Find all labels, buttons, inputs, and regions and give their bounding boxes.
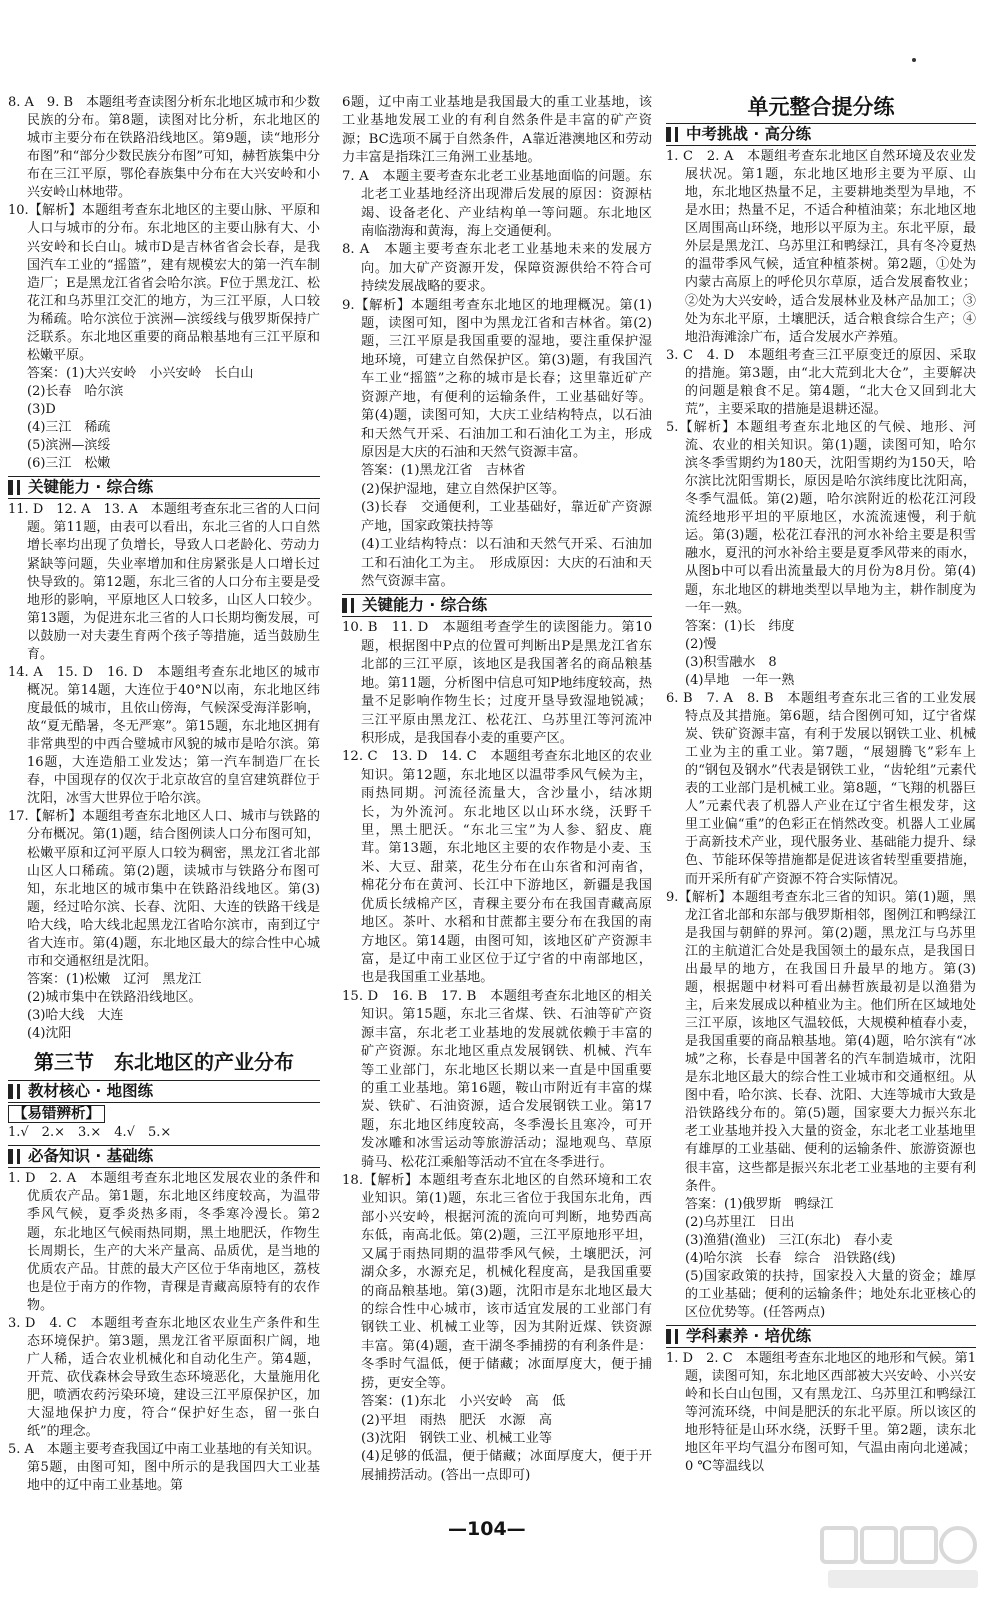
answer-line: (4)工业结构特点：以石油和天然气开采、石油加工和石油化工为主。 形成原因：大庆的石油和天然气资源丰富。: [361, 537, 652, 589]
section-bar-icon: [17, 480, 20, 495]
answer-line: (3)积雪融水 8: [685, 654, 777, 670]
section-bar-icon: [342, 598, 347, 613]
column-middle: [342, 94, 652, 1485]
error-analysis-answers: 1.√ 2.× 3.× 4.√ 5.×: [8, 1125, 172, 1141]
page-number: —104—: [448, 1518, 526, 1540]
section-header: [666, 123, 976, 146]
section-header: [666, 1325, 976, 1348]
section-bar-icon: [17, 1149, 20, 1164]
paragraph: 8. A 本题主要考查东北老工业基地未来的发展方向。加大矿产资源开发，保障资源供给不符合可持续发展战略的要求。: [342, 242, 652, 295]
paragraph: 3. C 4. D 本题组考查三江平原变迁的原因、采取的措施。第3题，由“北大荒到北大仓”，主要解决的问题是粮食不足。第4题，“北大仓又回到北大荒”，主要采取的措施是退耕还湿。: [666, 347, 976, 417]
paragraph: 3. D 4. C 本题组考查东北地区农业生产条件和生态环境保护。第3题，黑龙江省平原面积广阔，地广人稀，适合农业机械化和自动化生产。第4题，开荒、砍伐森林会导致生态环境恶化，大量施用化肥，喷洒农药污染环境，建设三江平原保护区，加大湿地保护力度，符合“保护好生态，留一张白纸”的理念。: [8, 1315, 320, 1440]
section-bar-icon: [8, 1149, 13, 1164]
chapter-title: 第三节 东北地区的产业分布: [34, 1050, 294, 1075]
answer-line: (6)三江 松嫩: [27, 456, 111, 472]
answer-line: 答案：(1)东北 小兴安岭 高 低: [361, 1394, 566, 1410]
paragraph: 11. D 12. A 13. A 本题组考查东北三省的人口问题。第11题，由表可以看出，东北三省的人口自然增长率均出现了负增长，导致人口老龄化、劳动力紧缺等问题，失业率增加和住房紧张是人口增长过快导致的。第12题，东北三省的人口分布主要是受地形的影响，平原地区人口较多，山区人口较少。第13题，为促进东北三省的人口长期均衡发展，可以鼓励一对夫妻生育两个孩子等措施，适当鼓励生育。: [8, 502, 320, 662]
paragraph: 1. C 2. A 本题组考查东北地区自然环境及农业发展状况。第1题，东北地区地形主要为平原、山地，东北地区热量不足，主要耕地类型为旱地，不是水田；热量不足，不适合种植油菜；东北地区地区周围高山环绕，地形以平原为主。东北平原，最外层是黑龙江、乌苏里江和鸭绿江，具有冬冷夏热的温带季风气候，适宜种植茶树。第2题，①处为内蒙古高原上的呼伦贝尔草原，适合发展畜牧业；②处为大兴安岭，适合发展林业及林产品加工；③处为东北平原，土壤肥沃，适合粮食综合生产；④地沿海滩涂广布，适合发展水产养殖。: [666, 149, 976, 345]
watermark-logo-icon: [818, 1522, 988, 1594]
answer-line: (4)三江 稀疏: [27, 420, 111, 436]
answer-line: (2)城市集中在铁路沿线地区。: [27, 990, 202, 1005]
answer-line: (4)旱地 一年一熟: [685, 672, 795, 688]
answer-line: (5)国家政策的扶持，国家投入大量的资金；雄厚的工业基础；便利的运输条件；地处东北亚核心的区位优势等。(任答两点): [685, 1268, 976, 1320]
answer-line: (4)哈尔滨 长春 综合 沿铁路(线): [685, 1250, 896, 1266]
section-title: 关键能力 · 综合练: [28, 478, 154, 497]
paragraph: 15. D 16. B 17. B 本题组考查东北地区的相关知识。第15题，东北三省煤、铁、石油等矿产资源丰富，东北老工业基地的发展就依赖于丰富的矿产资源。东北地区重点发展钢铁、机械、汽车等工业部门，东北地区长期以来一直是中国重要的重工业基地。第16题，鞍山市附近有丰富的煤炭、铁矿、石油资源，适合发展钢铁工业。第17题，东北地区纬度较高，冬季漫长且寒冷，可开发冰雕和冰雪运动等旅游活动；湿地观鸟、草原骑马、松花江乘船等活动不宜在冬季进行。: [342, 988, 652, 1170]
answer-line: 答案：(1)长 纬度: [685, 618, 795, 634]
speck-mark: [912, 58, 916, 62]
section-title: 中考挑战 · 高分练: [686, 125, 812, 143]
answer-line: 答案：(1)松嫩 辽河 黑龙江: [27, 971, 202, 987]
answer-line: (2)平坦 雨热 肥沃 水源 高: [361, 1412, 553, 1428]
answer-line: (3)渔猎(渔业) 三江(东北) 春小麦: [685, 1232, 893, 1248]
answer-line: (4)沈阳: [27, 1026, 72, 1042]
column-right: [666, 94, 976, 1477]
paragraph: 18.【解析】本题组考查东北地区的自然环境和工农业知识。第(1)题，东北三省位于我国东北角，西部小兴安岭，根据河流的流向可判断，地势西高东低，南高北低。第(2)题，三江平原地形平坦，又属于雨热同期的温带季风气候，土壤肥沃，河湖众多，水源充足，机械化程度高，是我国重要的商品粮基地。第(3)题，沈阳市是东北地区最大的综合性中心城市，该市适宜发展的工业部门有钢铁工业、机械工业等，因为其附近煤、铁资源丰富。第(4)题，查干湖冬季捕捞的有利条件是：冬季时气温低，便于储藏；冰面厚度大，便于捕捞，更安全等。: [342, 1173, 652, 1391]
paragraph: 5.【解析】本题组考查东北地区的气候、地形、河流、农业的相关知识。第(1)题，读图可知，哈尔滨冬季雪期约为180天，沈阳雪期约为150天，哈尔滨比沈阳雪期长，原因是哈尔滨纬度比沈阳高，冬季气温低。第(2)题，哈尔滨附近的松花江河段流经地形平坦的平原地区，水流流速慢，利于航运。第(3)题，松花江春汛的河水补给主要是积雪融水，夏汛的河水补给主要是夏季风带来的雨水，从图b中可以看出流量最大的月份为8月份。第(4)题，东北地区的耕地类型以旱地为主，耕作制度为一年一熟。: [666, 419, 976, 616]
section-bar-icon: [666, 127, 671, 142]
error-analysis-row: [8, 1105, 320, 1142]
section-title: 学科素养 · 培优练: [686, 1327, 812, 1346]
answer-line: (2)慢: [685, 636, 717, 652]
section-title: 必备知识 · 基础练: [28, 1147, 154, 1166]
paragraph: 10. B 11. D 本题组考查学生的读图能力。第10题，根据图中P点的位置可判断出P是黑龙江省东北部的三江平原，该地区是我国著名的商品粮基地。第11题，分析图中信息可知P地纬度较高，热量不足影响作物生长；过度开垦导致湿地锐减；三江平原由黑龙江、松花江、乌苏里江等河流冲积形成，是我国春小麦的重要产区。: [342, 620, 652, 746]
section-title: 关键能力 · 综合练: [362, 596, 488, 615]
answer-line: (3)D: [27, 402, 56, 418]
answer-line: 答案：(1)俄罗斯 鸭绿江: [685, 1196, 834, 1212]
answer-line: (3)长春 交通便利，工业基础好，靠近矿产资源产地，国家政策扶持等: [361, 500, 652, 534]
paragraph: 1. D 2. C 本题组考查东北地区的地形和气候。第1题，读图可知，东北地区西部被大兴安岭、小兴安岭和长白山包围，又有黑龙江、乌苏里江和鸭绿江等河流环绕，中间是肥沃的东北平原。所以该区的地形特征是山环水绕，沃野千里。第2题，读东北地区年平均气温分布图可知，气温由南向北递减；0 ℃等温线以: [666, 1351, 976, 1475]
answer-line: (2)长春 哈尔滨: [27, 384, 124, 399]
section-header: [8, 1145, 320, 1168]
error-analysis-label: 【易错辨析】: [8, 1105, 105, 1123]
paragraph: 9.【解析】本题组考查东北地区的地理概况。第(1)题，读图可知，图中为黑龙江省和吉林省。第(2)题，三江平原是我国重要的湿地，要注重保护湿地环境，可建立自然保护区。第(3)题，有我国汽车工业“摇篮”之称的城市是长春；这里靠近矿产资源产地，有便利的运输条件，工业基础好等。第(4)题，读图可知，大庆工业结构特点，以石油和天然气开采、石油加工和石油化工为主，形成原因是大庆的石油和天然气资源丰富。: [342, 297, 652, 461]
paragraph: 14. A 15. D 16. D 本题组考查东北地区的城市概况。第14题，大连位于40°N以南，东北地区纬度最低的城市，且依山傍海，气候深受海洋影响，故“夏无酷暑，冬无严寒”。第15题，东北地区拥有非常典型的中西合璧城市风貌的城市是哈尔滨。第16题，大连造船工业发达；第一汽车制造厂在长春，中国现存的仅次于北京故宫的皇宫建筑群位于沈阳，冰雪大世界位于哈尔滨。: [8, 664, 320, 807]
paragraph: 7. A 本题主要考查东北老工业基地面临的问题。东北老工业基地经济出现滞后发展的原因：资源枯竭、设备老化、产业结构单一等问题。东北地区南临渤海和黄海，海上交通便利。: [342, 168, 652, 239]
answer-line: (2)乌苏里江 日出: [685, 1214, 795, 1230]
answer-line: (2)保护湿地，建立自然保护区等。: [361, 481, 566, 497]
section-header: [342, 594, 652, 617]
paragraph: 6. B 7. A 8. B 本题组考查东北三省的工业发展特点及其措施。第6题，结合图例可知，辽宁省煤炭、铁矿资源丰富，有利于发展以钢铁工业、机械工业为主的重工业。第7题，“展翅腾飞”彩车上的“钢包及钢水”代表是钢铁工业，“齿轮组”元素代表的工业部门是机械工业。第8题，“飞翔的机器巨人”元素代表了机器人产业在辽宁省生根发芽，这里工业偏“重”的色彩正在悄然改变。机器人工业属于高新技术产业，现代服务业、基础能力提升、绿色、节能环保等措施都是促进该省转型重要措施，而开采所有矿产资源不符合实际情况。: [666, 690, 976, 887]
answer-line: 答案：(1)大兴安岭 小兴安岭 长白山: [27, 365, 254, 381]
section-bar-icon: [8, 480, 13, 495]
section-bar-icon: [675, 1329, 678, 1344]
section-title: 教材核心 · 地图练: [28, 1082, 154, 1101]
section-bar-icon: [675, 127, 678, 142]
section-bar-icon: [17, 1084, 20, 1099]
answer-line: (3)哈大线 大连: [27, 1008, 124, 1024]
paragraph: 9.【解析】本题组考查东北三省的知识。第(1)题，黑龙江省北部和东部与俄罗斯相邻，图例江和鸭绿江是我国与朝鲜的界河。第(2)题，黑龙江与乌苏里江的主航道汇合处是我国领土的最东点，是我国日出最早的地方，在我国日升最早的地方。第(3)题，根据题中材料可看出赫哲族最初是以渔猎为主，后来发展成以种植业为主。他们所在区域地处三江平原，该地区气温较低，大规模种植春小麦，是我国重要的商品粮基地。第(4)题，哈尔滨有“冰城”之称，长春是中国著名的汽车制造城市，沈阳是东北地区最大的综合性工业城市和交通枢纽。从图中看，哈尔滨、长春、沈阳、大连等城市大致是沿铁路线分布的。第(5)题，国家要大力振兴东北老工业基地并投入大量的资金，东北老工业基地里有雄厚的工业基础、便利的运输条件、旅游资源也很丰富，这些都是振兴东北老工业基地的主要有利条件。: [666, 889, 976, 1194]
answer-line: (4)足够的低温，便于储藏；冰面厚度大，便于开展捕捞活动。(答出一点即可): [361, 1449, 652, 1483]
paragraph: 6题，辽中南工业基地是我国最大的重工业基地，该工业基地发展工业的有利自然条件是丰富的矿产资源；BC选项不属于自然条件，A靠近港澳地区和劳动力丰富是指珠江三角洲工业基地。: [342, 95, 652, 166]
section-header: [8, 476, 320, 499]
answer-line: (3)沈阳 钢铁工业、机械工业等: [361, 1430, 553, 1446]
section-header: [8, 1080, 320, 1103]
paragraph: 12. C 13. D 14. C 本题组考查东北地区的农业知识。第12题，东北地区以温带季风气候为主，雨热同期。河流径流量大，含沙量小，结冰期长，为外流河。东北地区以山环水绕，沃野千里，黑土肥沃。“东北三宝”为人参、貂皮、鹿茸。第13题，东北地区主要的农作物是小麦、玉米、大豆、甜菜，花生分布在山东省和河南省，棉花分布在黄河、长江中下游地区，新疆是我国优质长绒棉产区，青稞主要分布在我国青藏高原地区。茶叶、水稻和甘蔗都主要分布在我国的南方地区。第14题，由图可知，该地区矿产资源丰富，是辽中南工业区位于辽宁省的中南部地区，也是我国重工业基地。: [342, 749, 652, 986]
paragraph: 17.【解析】本题组考查东北地区人口、城市与铁路的分布概况。第(1)题，结合图例读人口分布图可知，松嫩平原和辽河平原人口较为稠密，黑龙江省北部山区人口稀疏。第(2)题，读城市与铁路分布图可知，东北地区的城市集中在铁路沿线地区。第(3)题，经过哈尔滨、长春、沈阳、大连的铁路干线是哈大线，哈大线北起黑龙江省哈尔滨市，南到辽宁省大连市。第(4)题，东北地区最大的综合性中心城市和交通枢纽是沈阳。: [8, 809, 320, 969]
section-bar-icon: [666, 1329, 671, 1344]
unit-title: 单元整合提分练: [747, 95, 895, 119]
column-left: [8, 94, 320, 1495]
paragraph: 8. A 9. B 本题组考查读图分析东北地区城市和少数民族的分布。第8题，读图对比分析，东北地区的城市主要分布在铁路沿线地区。第9题，读“地形分布图”和“部分少数民族分布图”可知，赫哲族集中分布在三江平原，鄂伦春族集中分布在大兴安岭和小兴安岭山林地带。: [8, 95, 321, 201]
paragraph: 5. A 本题主要考查我国辽中南工业基地的有关知识。第5题，由图可知，图中所示的是我国四大工业基地中的辽中南工业基地。第: [8, 1442, 320, 1494]
paragraph: 10.【解析】本题组考查东北地区的主要山脉、平原和人口与城市的分布。东北地区的主要山脉有大、小兴安岭和长白山。城市D是吉林省省会长春，是我国汽车工业的“摇篮”，建有规模宏大的第一汽车制造厂；E是黑龙江省省会哈尔滨。F位于黑龙江、松花江和乌苏里江交汇的地方，为三江平原，人口较为稀疏。哈尔滨位于滨洲—滨绥线与俄罗斯保持广泛联系。东北地区重要的商品粮基地有三江平原和松嫩平原。: [8, 203, 320, 363]
section-bar-icon: [351, 598, 354, 613]
answer-line: 答案：(1)黑龙江省 吉林省: [361, 463, 526, 479]
section-bar-icon: [8, 1084, 13, 1099]
paragraph: 1. D 2. A 本题组考查东北地区发展农业的条件和优质农产品。第1题，东北地区纬度较高，为温带季风气候，夏季炎热多雨，冬季寒冷漫长。第2题，东北地区气候雨热同期，黑土地肥沃，作物生长周期长，生产的大米产量高、品质优，是当地的优质农产品。甘蔗的最大产区位于华南地区，荔枝也是位于南方的作物，青稞是青藏高原特有的农作物。: [8, 1171, 320, 1313]
answer-line: (5)滨洲—滨绥: [27, 438, 111, 454]
